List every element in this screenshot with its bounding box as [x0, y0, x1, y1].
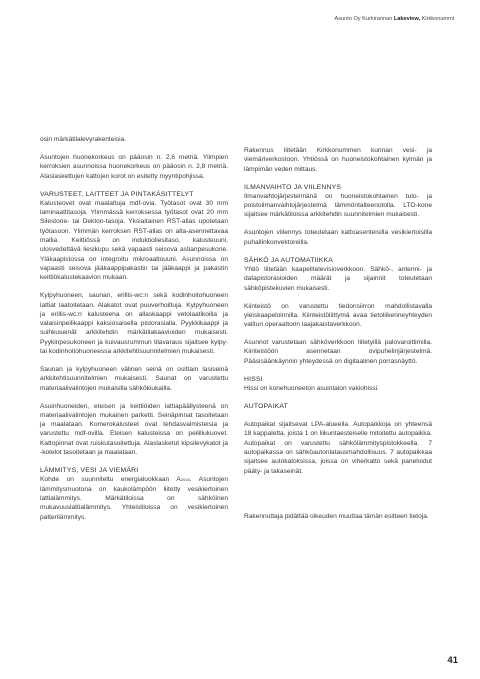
header-location: Kirkkonummi — [421, 16, 454, 22]
section-heading-varusteet: VARUSTEET, LAITTEET JA PINTAKÄSITTELYT — [40, 190, 194, 198]
energy-text-b: . Asuntojen lämmitysmuotona on kaukolämpöön liitetty vesikiertoinen lattialämmitys. Märkätiloissa on sähköinen mukavuuslattialämmitys. Yhteistiloissa on vesikiertoinen patterilämmitys. — [40, 476, 228, 521]
paragraph: Yhtiö liitetään kaapelitelevisioverkkoon. Sähkö-, antenni- ja datapistorasioiden määrät ja sijainnit toteutetaan sähköpistekuvien mukaisesti. — [244, 266, 432, 292]
paragraph: Kylpyhuoneen, saunan, erillis-wc:n sekä kodinhoitohuoneen lattiat laatoitetaan. Alakatot ovat puuverhoiltuja. Kylpyhuoneen ja erillis-wc:n kalusteena on allaskaappi vetolaatikoilla ja valaisinpeilikaappi kaksiosaisella pistorasialla. Pyykkikaappi ja suihkuseinät arkkitehdin märkätilakaavioiden mukaisesti. Pyykinpesukoneen ja kuivausrummun tilavaraus sijaitsee kylpy- tai kodinhoitohuoneessa arkkitehtisuunnitelmien mukaisesti. — [40, 292, 228, 355]
section-heading-ilmanvaihto: ILMANVAIHTO JA VIILENNYS — [244, 183, 342, 191]
section-heading-hissi: HISSI — [244, 375, 263, 383]
energy-text-a: Kohde on suunniteltu energialuokkaan A — [40, 476, 181, 484]
paragraph: Kalusteovet ovat maalattuja mdf-ovia. Työtasot ovat 30 mm laminaattitasoja. Ylimmässä kerroksessa työtasot ovat 20 mm Silestone- tai Dekton-tasoja. Yksiaitainen RST-allas upotetaan työtasoon. Ylimmän kerroksen RST-allas on alta-asennettavaa mallia. Keittiössä on induktioliesitaso, kalusteuuni, ulosvedettävä liesikupu sekä vapaasti seisova astianpesukone. Yläkaapistossa on integroitu mikroaaltouuni. Asunnoissa on vapaasti seisova jääkaappipakastin tai jääkaappi ja pakastin keittiökalustekaavion mukaan. — [40, 199, 228, 282]
paragraph: Asuntojen viilennys toteutetaan kattoasenteisilla vesikiertoisilla puhallinkonvektoreilla. — [244, 229, 432, 246]
paragraph: Autopaikat sijaitsevat LPA-alueella. Autopaikkoja on yhteensä 18 kappaletta, joista 1 on liikuntaesteiselle mitoitettu autopaikka. Autopaikat on varustettu sähkölämmityspistokkeella. 7 autopaikassa on sähköautonlatausmahdollisuus. 7 autopaikkaa sijaitsee autokatoksissa, joissa on viherkatto sekä paneloidut pääty- ja takaseinät. — [244, 421, 432, 475]
disclaimer: Rakennuttaja pidättää oikeuden muuttaa tämän esitteen tietoja. — [244, 512, 429, 520]
paragraph: osin märkätilalevyrakenteisia. — [40, 136, 127, 143]
left-column — [40, 135, 228, 531]
energy-class-year: 2018 — [180, 477, 190, 483]
page-header — [334, 16, 454, 22]
section-heading-lammitys: LÄMMITYS, VESI JA VIEMÄRI — [40, 467, 139, 475]
section-heading-autopaikat: AUTOPAIKAT — [244, 403, 288, 411]
header-project-name: Lakeview, — [393, 16, 421, 22]
paragraph: Hissi on konehuoneeton asuintalon vakiohissi. — [244, 385, 379, 393]
right-column — [244, 146, 432, 530]
header-prefix: Asunto Oy Kurkirannan — [334, 16, 393, 22]
paragraph: Asunnot varustetaan sähköverkkoon liitetyillä palovaroittimilla. Kiinteistöön asennetaan ovipuhelinjärjestelmä. Pääsisäänkäynnin yhteydessä on digitaalinen porrasnäyttö. — [244, 339, 432, 365]
paragraph: Ilmanvaihtojärjestelmänä on huoneistokohtainen tulo- ja poistoilmanvaihtojärjestelmä lämmöntalteenotolla. LTO-kone sijaitsee märkätiloissa arkkitehdin suunnitelmien mukaisesti. — [244, 192, 432, 219]
paragraph: Saunan ja kylpyhuoneen välinen seinä on osittain lasiseinä arkkitehtisuunnitelmien mukaisesti. Saunat on varustettu materiaalivalintojen mukaisilla sähkökiukailla. — [40, 365, 228, 392]
paragraph: Asuntojen huonekorkeus on pääosin n. 2,6 metriä. Ylimpien kerroksien asunnoissa huonekorkeus on pääosin n. 2,8 metriä. Alaslaskettujen kattojen korot on esitetty myyntipohjissa. — [40, 153, 228, 180]
paragraph: Kiinteistö on varustettu tiedonsiirron mahdollistavalla yleiskaapeloinnilla. Kiinteistöliittymä avaa tietoliikenneyhteyden valitun operaattorin laajakaistaverkkoon. — [244, 302, 432, 329]
paragraph-energy — [40, 475, 228, 521]
paragraph: Asuinhuoneiden, eteisen ja keittiöiden lattiapäällysteenä on materiaalivalintojen mukainen parketti. Seinäpinnat tasoitetaan ja maalataan. Komerokalusteet ovat tehdasvalmisteisia ja varustettu mdf-ovilla. Eteisen kalusteissa on peililiukuovet. Kattopinnat ovat ruiskutasoitettuja. Alaslasketut kipsilevykatot ja -kotelot tasoitetaan ja maalataan. — [40, 402, 228, 457]
section-heading-sahko: SÄHKÖ JA AUTOMATIIKKA — [244, 256, 333, 264]
paragraph: Rakennus liitetään Kirkkonummen kunnan vesi- ja viemäriverkostoon. Yhtiössä on huoneistokohtainen kylmän ja lämpimän veden mittaus. — [244, 147, 432, 173]
page-number: 41 — [447, 655, 458, 666]
